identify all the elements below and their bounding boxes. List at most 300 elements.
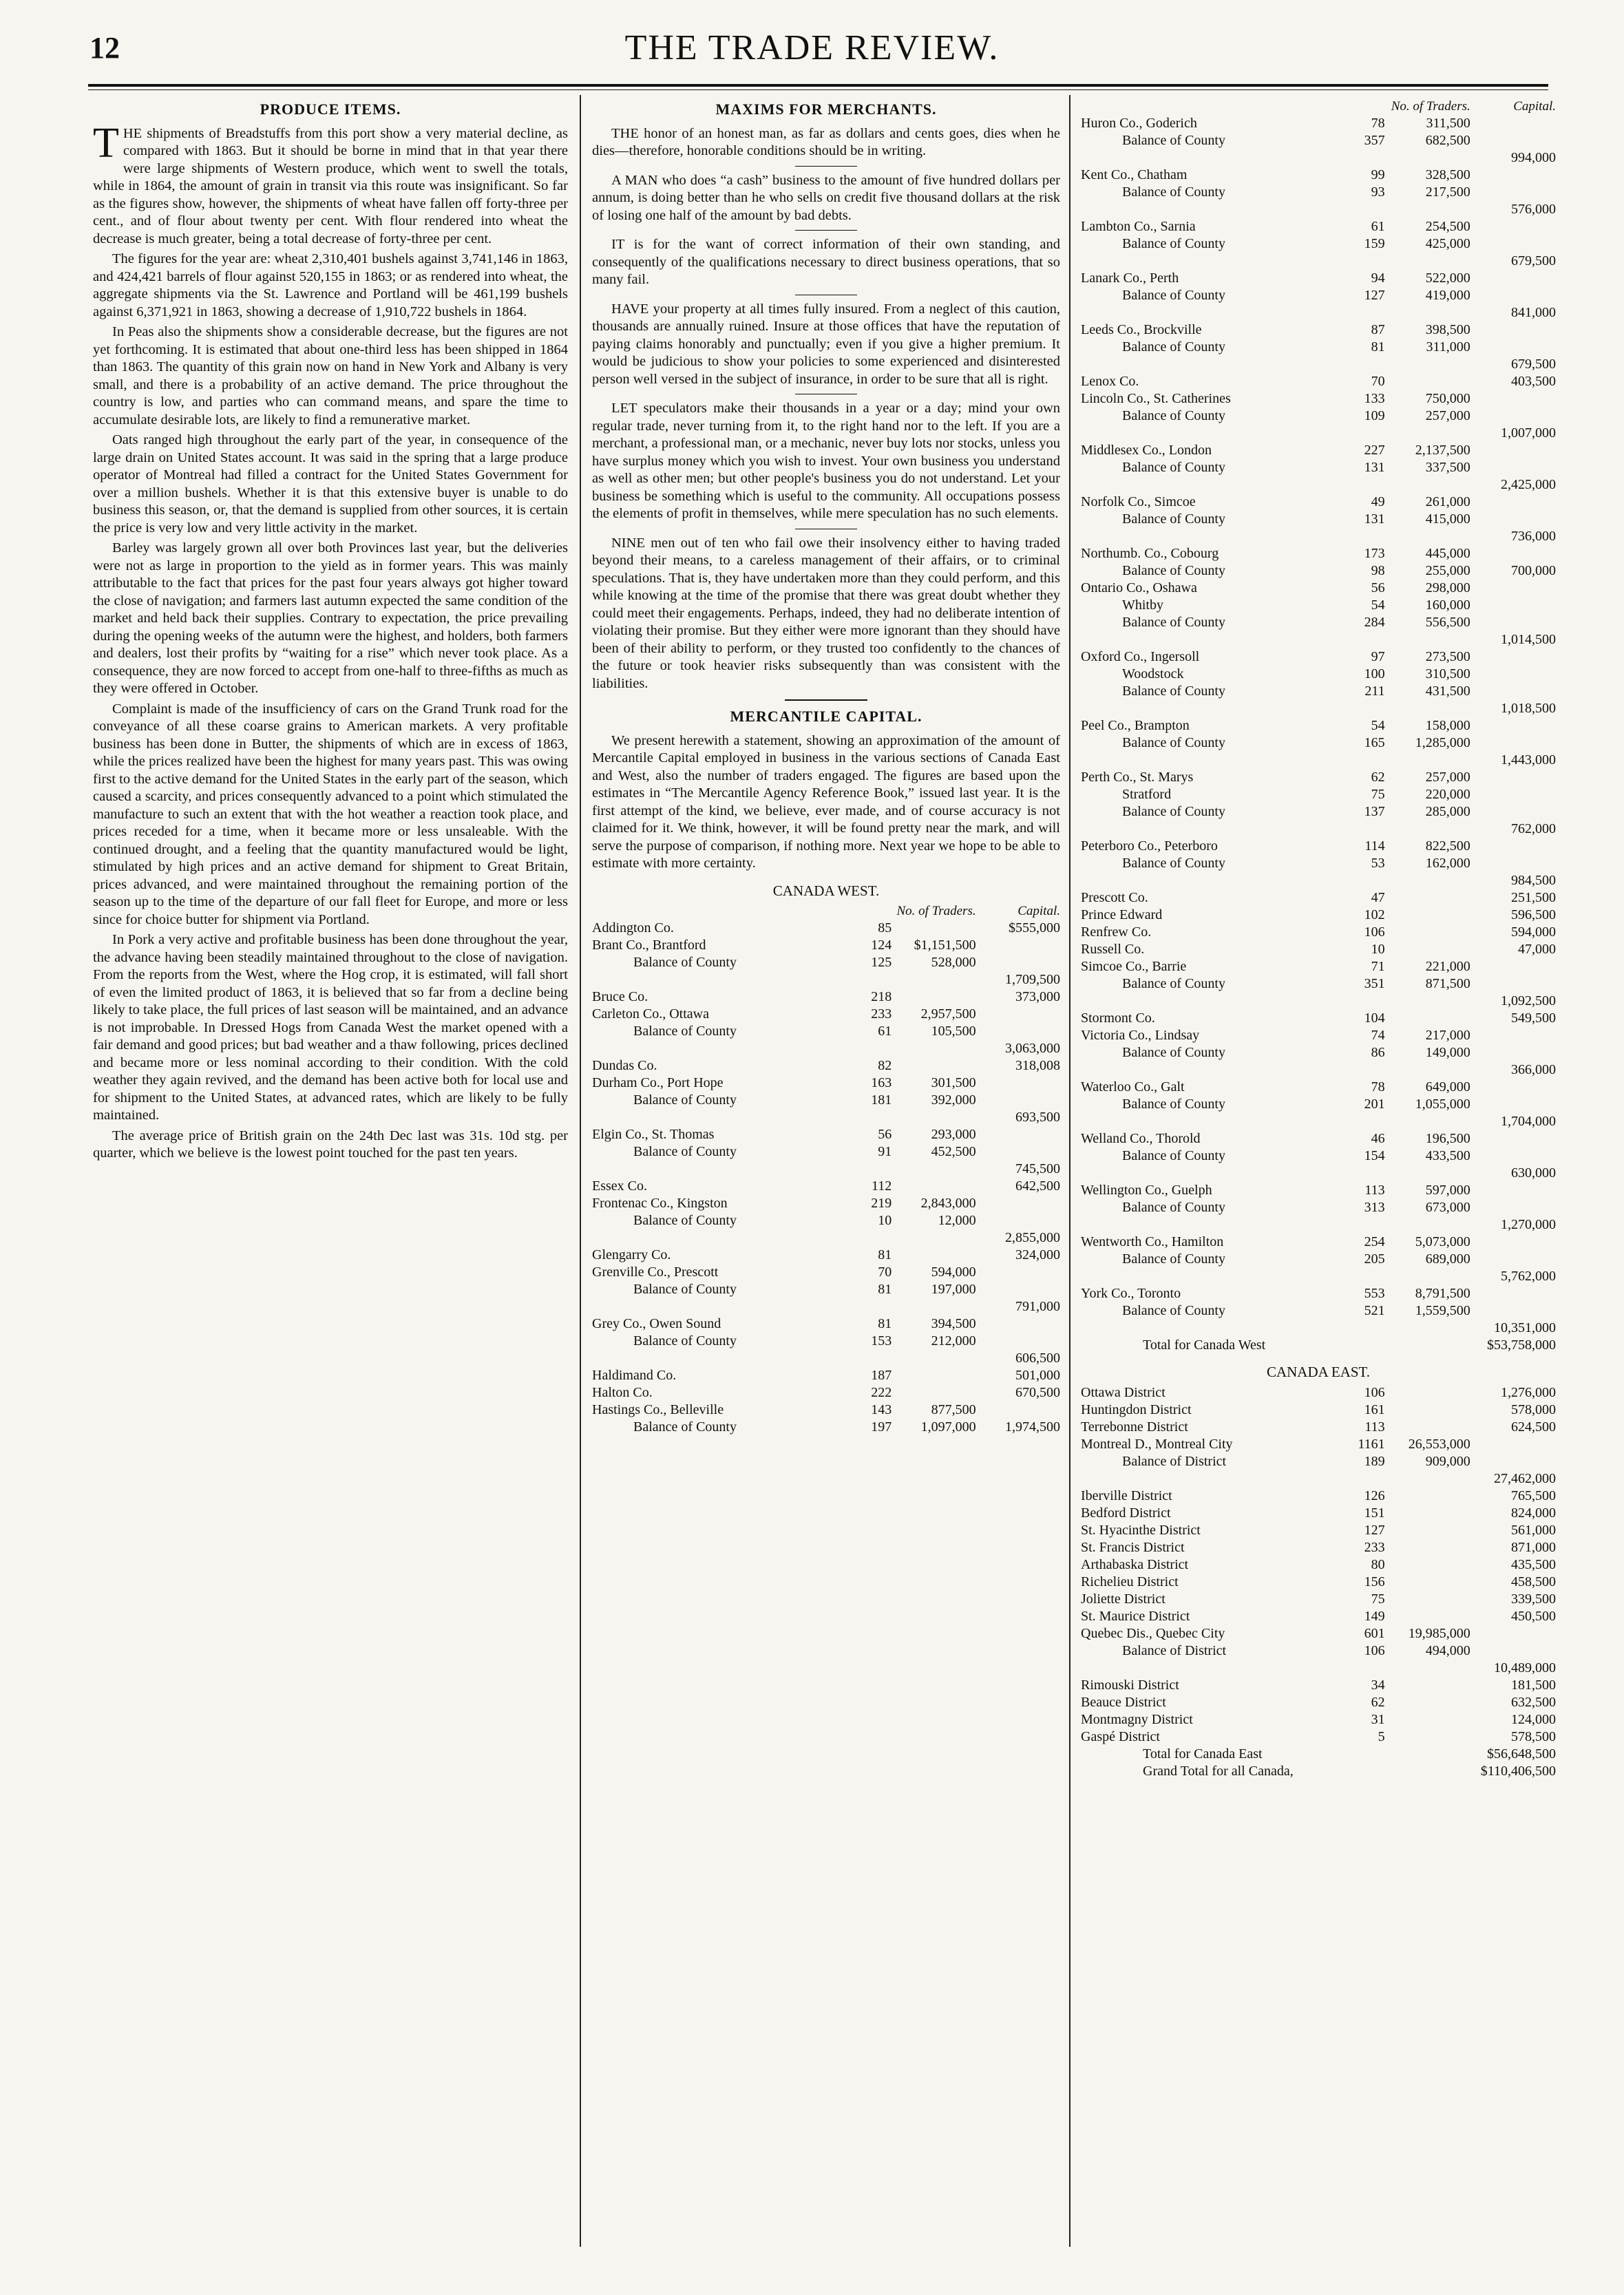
traders-count: 159 (1364, 236, 1385, 251)
traders-count: 54 (1371, 718, 1385, 733)
mercantile-heading: MERCANTILE CAPITAL. (730, 708, 922, 725)
district-name: Middlesex Co., London (1081, 443, 1212, 458)
table-row (1081, 270, 1556, 287)
district-name (1081, 1061, 1347, 1079)
capital-part: 212,000 (931, 1333, 976, 1349)
capital-part (1385, 356, 1470, 373)
traders-count: 197 (871, 1419, 892, 1435)
capital-total (1470, 218, 1556, 235)
table-row (592, 1350, 1060, 1367)
capital-total: 1,276,000 (1501, 1384, 1556, 1400)
district-name: Whitby (1122, 597, 1163, 613)
traders-count (1347, 356, 1384, 373)
capital-part: 415,000 (1425, 511, 1470, 527)
district-name: Balance of County (1122, 615, 1225, 630)
traders-count: 114 (1364, 838, 1385, 854)
traders-count: 91 (878, 1144, 892, 1159)
table-row (1081, 304, 1556, 321)
capital-total (1470, 838, 1556, 855)
district-name: Terrebonne District (1081, 1419, 1188, 1435)
district-name: Wentworth Co., Hamilton (1081, 1234, 1224, 1249)
produce-paragraph: In Peas also the shipments show a considerable decrease, but the figures are not yet forthcoming. It is estimated that about one-third less has been shipped in 1864 than 1863. The quantity of this grain now on hand in New York and Albany is very small, and there is a probability of an active demand. The price throughout the country is low, and parties who can command means, and spare the time to accumulate desirable lots, are likely to find a remunerative market. (93, 324, 568, 427)
capital-total (976, 1281, 1060, 1298)
district-name (1081, 1268, 1347, 1285)
table-row (1081, 941, 1556, 958)
table-row (1081, 1061, 1556, 1079)
traders-count: 34 (1371, 1677, 1385, 1693)
capital-total: 1,018,500 (1501, 701, 1556, 716)
capital-part: 2,137,500 (1415, 443, 1470, 458)
traders-count: 46 (1371, 1131, 1385, 1146)
table-row (1081, 1027, 1556, 1044)
capital-total: 596,500 (1511, 907, 1556, 922)
district-name: St. Maurice District (1081, 1608, 1190, 1624)
district-name: Balance of County (633, 1419, 737, 1435)
traders-count: 78 (1371, 116, 1385, 131)
total-value: $56,648,500 (1487, 1746, 1556, 1762)
district-name: Balance of County (633, 1333, 737, 1349)
capital-total (976, 1126, 1060, 1143)
table-row (1081, 425, 1556, 442)
district-name: Balance of County (1122, 1045, 1225, 1060)
table-row (1081, 1402, 1556, 1419)
traders-count: 153 (871, 1333, 892, 1349)
capital-total (1470, 683, 1556, 700)
maxims-column (592, 98, 1060, 2254)
traders-count (854, 1229, 892, 1247)
district-name: Carleton Co., Ottawa (592, 1006, 709, 1022)
table-row (592, 1212, 1060, 1229)
capital-part: 217,500 (1425, 184, 1470, 200)
district-name: Balance of County (1122, 288, 1225, 303)
grand-total-label: Grand Total for all Canada, (1143, 1763, 1294, 1779)
district-name: St. Hyacinthe District (1081, 1522, 1201, 1538)
traders-count (854, 1350, 892, 1367)
table-row (1081, 1591, 1556, 1608)
capital-total (1470, 1027, 1556, 1044)
canada-east-title: CANADA EAST. (1266, 1364, 1371, 1380)
traders-count: 163 (871, 1075, 892, 1090)
capital-part (892, 1229, 976, 1247)
district-name (1081, 476, 1347, 494)
capital-part (892, 988, 976, 1006)
page-number: 12 (89, 31, 120, 65)
capital-part: 311,500 (1426, 116, 1470, 131)
traders-count (1347, 425, 1384, 442)
table-row (1081, 511, 1556, 528)
table-row (1081, 1556, 1556, 1574)
capital-total (1470, 494, 1556, 511)
district-name: Richelieu District (1081, 1574, 1179, 1589)
capital-total (976, 1212, 1060, 1229)
table-row (592, 1384, 1060, 1402)
capital-part (1385, 1010, 1470, 1027)
district-name: Balance of County (633, 1144, 737, 1159)
district-name: Balance of County (1122, 408, 1225, 423)
table-row (1081, 1505, 1556, 1522)
capital-total: 630,000 (1511, 1165, 1556, 1181)
table-row (592, 1315, 1060, 1333)
capital-part (892, 1161, 976, 1178)
capital-total (1470, 1642, 1556, 1660)
capital-part: 877,500 (931, 1402, 976, 1417)
table-row (1081, 321, 1556, 339)
table-row (592, 920, 1060, 937)
capital-part (892, 1040, 976, 1057)
district-name: Kent Co., Chatham (1081, 167, 1188, 182)
capital-total: 10,489,000 (1494, 1660, 1556, 1675)
separator (795, 230, 857, 231)
table-row (1081, 1453, 1556, 1470)
traders-count (1347, 1061, 1384, 1079)
district-name (592, 1109, 854, 1126)
section-rule (785, 699, 867, 701)
capital-part: 2,957,500 (920, 1006, 976, 1022)
district-name (1081, 356, 1347, 373)
column-divider (1069, 95, 1071, 2247)
capital-part (1385, 1660, 1470, 1677)
table-row (1081, 184, 1556, 201)
capital-total (1470, 321, 1556, 339)
capital-part (1385, 1268, 1470, 1285)
table-header (1081, 98, 1556, 115)
capital-total: 1,092,500 (1501, 993, 1556, 1008)
total-label: Total for Canada East (1143, 1746, 1263, 1762)
traders-count (854, 1298, 892, 1315)
traders-count: 70 (878, 1265, 892, 1280)
traders-count: 521 (1364, 1303, 1385, 1318)
table-row (1081, 769, 1556, 786)
traders-count: 81 (878, 1282, 892, 1297)
district-name (592, 971, 854, 988)
traders-count: 87 (1371, 322, 1385, 337)
capital-total (1470, 648, 1556, 666)
traders-count: 109 (1364, 408, 1385, 423)
traders-count: 93 (1371, 184, 1385, 200)
traders-count: 94 (1371, 271, 1385, 286)
table-header (592, 902, 1060, 920)
capital-header: Capital. (1513, 99, 1556, 114)
traders-count: 97 (1371, 649, 1385, 664)
district-name: Leeds Co., Brockville (1081, 322, 1202, 337)
masthead-rule (88, 84, 1548, 87)
capital-part: 298,000 (1425, 580, 1470, 595)
capital-total (1470, 614, 1556, 631)
traders-count: 233 (871, 1006, 892, 1022)
capital-part: 221,000 (1425, 959, 1470, 974)
table-row (1081, 752, 1556, 769)
capital-part (1385, 476, 1470, 494)
canada-west-table-part2 (1081, 98, 1556, 1354)
capital-part (1385, 1216, 1470, 1234)
table-row (1081, 1436, 1556, 1453)
table-row (1081, 1608, 1556, 1625)
table-row (1081, 1234, 1556, 1251)
district-name: Quebec Dis., Quebec City (1081, 1625, 1225, 1641)
district-name: Lincoln Co., St. Catherines (1081, 391, 1231, 406)
district-name: Lambton Co., Sarnia (1081, 219, 1196, 234)
district-name: Victoria Co., Lindsay (1081, 1028, 1200, 1043)
capital-part (1385, 941, 1470, 958)
produce-paragraph: The figures for the year are: wheat 2,310,401 bushels against 3,741,146 in 1863, and 424,421 barrels of flour against 520,155 in 1863; or as rendered into wheat, the aggregate shipments via the St. Lawrence and Portland will be 461,199 bushels against 6,371,921 in 1863, showing a decrease of 1,910,722 bushels in 1864. (93, 251, 568, 319)
district-name (1081, 872, 1347, 889)
district-name: Balance of County (1122, 1251, 1225, 1267)
traders-count: 31 (1371, 1711, 1385, 1727)
capital-part (892, 1298, 976, 1315)
district-name: Balance of County (1122, 460, 1225, 475)
capital-part: 257,000 (1425, 770, 1470, 785)
capital-total: 1,974,500 (1005, 1419, 1060, 1435)
capital-total (976, 1006, 1060, 1023)
table-row (1081, 1182, 1556, 1199)
table-row (1081, 1522, 1556, 1539)
capital-total (976, 1143, 1060, 1161)
traders-count: 1161 (1358, 1436, 1385, 1452)
capital-total (976, 937, 1060, 954)
table-row (1081, 218, 1556, 235)
capital-part (892, 1178, 976, 1195)
traders-count: 82 (878, 1058, 892, 1073)
district-name (1081, 201, 1347, 218)
table-row (592, 1023, 1060, 1040)
table-row (592, 1057, 1060, 1075)
capital-part (1385, 821, 1470, 838)
traders-count: 173 (1364, 546, 1385, 561)
district-name (1081, 631, 1347, 648)
traders-count: 133 (1364, 391, 1385, 406)
district-name: Durham Co., Port Hope (592, 1075, 724, 1090)
masthead-rule-thin (88, 89, 1548, 90)
produce-paragraph: Oats ranged high throughout the early part of the year, in consequence of the large drain on United States account. It was said in the spring that a large produce operator of Montreal had filled a contract for the United States Government for over a million bushels. Whether it is that this extensive buyer is unable to do business this season, or, that the demand is supplied from other sources, it is certain the price is very low and very little activity in the market. (93, 432, 568, 536)
traders-count (854, 1109, 892, 1126)
table-row (592, 954, 1060, 971)
capital-total: 762,000 (1511, 821, 1556, 836)
table-row (1081, 631, 1556, 648)
capital-total (1470, 1453, 1556, 1470)
capital-total: 1,709,500 (1005, 972, 1060, 987)
traders-count: 357 (1364, 133, 1385, 148)
capital-part: 311,000 (1426, 339, 1470, 355)
capital-total: 984,500 (1511, 873, 1556, 888)
traders-count: 127 (1364, 1522, 1385, 1538)
capital-part: 750,000 (1425, 391, 1470, 406)
traders-count: 181 (871, 1092, 892, 1108)
table-row (592, 1075, 1060, 1092)
capital-total (1470, 235, 1556, 253)
table-row (592, 1281, 1060, 1298)
table-row (592, 1126, 1060, 1143)
capital-total: 670,500 (1015, 1385, 1060, 1400)
district-name: Ontario Co., Oshawa (1081, 580, 1197, 595)
capital-part (1385, 993, 1470, 1010)
capital-total (976, 954, 1060, 971)
traders-count: 106 (1364, 1384, 1385, 1400)
capital-part (1385, 528, 1470, 545)
capital-total (1470, 1182, 1556, 1199)
table-row (1081, 1130, 1556, 1148)
capital-part: 445,000 (1425, 546, 1470, 561)
table-row (1081, 666, 1556, 683)
district-name (1081, 821, 1347, 838)
district-name: Halton Co. (592, 1385, 653, 1400)
capital-part (1385, 1677, 1470, 1694)
capital-part: 328,500 (1425, 167, 1470, 182)
capital-total (1470, 1130, 1556, 1148)
capital-total (1470, 184, 1556, 201)
capital-total: 606,500 (1015, 1351, 1060, 1366)
column-divider (580, 95, 581, 2247)
district-name (592, 1161, 854, 1178)
capital-part: 594,000 (931, 1265, 976, 1280)
traders-count: 81 (878, 1247, 892, 1262)
traders-count (1347, 752, 1384, 769)
capital-part: 2,843,000 (920, 1196, 976, 1211)
traders-count (1347, 201, 1384, 218)
capital-total: 5,762,000 (1501, 1269, 1556, 1284)
capital-total (1470, 459, 1556, 476)
table-row (1081, 459, 1556, 476)
table-row (1081, 132, 1556, 149)
table-row (1081, 1488, 1556, 1505)
district-name: Hastings Co., Belleville (592, 1402, 724, 1417)
capital-total: 1,443,000 (1501, 752, 1556, 768)
capital-total (1470, 545, 1556, 562)
capital-part (892, 1057, 976, 1075)
capital-part (1385, 253, 1470, 270)
district-name: Iberville District (1081, 1488, 1172, 1503)
district-name: Balance of County (1122, 684, 1225, 699)
drop-cap: T (93, 119, 119, 167)
district-name: Norfolk Co., Simcoe (1081, 494, 1196, 509)
district-name: Joliette District (1081, 1591, 1166, 1607)
capital-part: 689,000 (1425, 1251, 1470, 1267)
district-name: Russell Co. (1081, 942, 1145, 957)
table-row (592, 1367, 1060, 1384)
district-name (592, 1229, 854, 1247)
district-name (1081, 1660, 1347, 1677)
capital-total: 3,063,000 (1005, 1041, 1060, 1056)
capital-part (1385, 304, 1470, 321)
capital-total: 366,000 (1511, 1062, 1556, 1077)
capital-total: 435,500 (1511, 1556, 1556, 1572)
traders-count: 61 (1371, 219, 1385, 234)
traders-count: 351 (1364, 976, 1385, 991)
traders-count: 131 (1364, 511, 1385, 527)
capital-part: 682,500 (1425, 133, 1470, 148)
capital-total (1470, 132, 1556, 149)
district-name: St. Francis District (1081, 1539, 1185, 1555)
table-row (1081, 1728, 1556, 1746)
table-row (1081, 494, 1556, 511)
district-name (1081, 425, 1347, 442)
traders-count: 154 (1364, 1148, 1385, 1163)
traders-count (1347, 476, 1384, 494)
table-row (1081, 924, 1556, 941)
produce-paragraph: The average price of British grain on the 24th Dec last was 31s. 10d stg. per quarter, which we believe is the lowest point touched for the past ten years. (93, 1128, 568, 1161)
district-name: Ottawa District (1081, 1384, 1166, 1400)
district-name: Balance of County (1122, 236, 1225, 251)
maxim-paragraph: NINE men out of ten who fail owe their insolvency either to having traded beyond their means, to a careless management of their affairs, or to criminal speculations. That is, they have undertaken more than they could perform, and this while knowing at the time of the promise that there was great doubt whether they could meet their engagements. Perhaps, indeed, they had no deliberate intention of violating their promise. But they either were more ignorant than they should have been of their ability to perform, or they trusted too confidently to the chances of the future or took heavier risks subsequently than was consistent with the liabilities. (592, 535, 1060, 691)
traders-count: 113 (1364, 1419, 1385, 1435)
capital-total: 624,500 (1511, 1419, 1556, 1435)
capital-part: 162,000 (1425, 856, 1470, 871)
traders-count: 161 (1364, 1402, 1385, 1417)
table-row (1081, 1285, 1556, 1302)
capital-part (1385, 924, 1470, 941)
district-name: Balance of County (633, 1092, 737, 1108)
traders-count: 106 (1364, 924, 1385, 940)
capital-part: 871,500 (1425, 976, 1470, 991)
table-row (1081, 442, 1556, 459)
capital-total (1470, 390, 1556, 408)
district-name: Balance of District (1122, 1453, 1227, 1469)
traders-count: 222 (871, 1385, 892, 1400)
traders-count: 71 (1371, 959, 1385, 974)
district-name: Oxford Co., Ingersoll (1081, 649, 1200, 664)
table-row (592, 1419, 1060, 1436)
capital-part (1385, 201, 1470, 218)
traders-count: 151 (1364, 1505, 1385, 1521)
table-row (592, 1264, 1060, 1281)
district-name: Brant Co., Brantford (592, 938, 706, 953)
capital-part: 261,000 (1425, 494, 1470, 509)
traders-count: 113 (1364, 1183, 1385, 1198)
maxim-paragraph: THE honor of an honest man, as far as dollars and cents goes, dies when he dies—therefore, honorable conditions should be in writing. (592, 125, 1060, 158)
traders-count: 53 (1371, 856, 1385, 871)
district-name (1081, 304, 1347, 321)
capital-part: 1,097,000 (920, 1419, 976, 1435)
capital-total (976, 1264, 1060, 1281)
traders-count: 124 (871, 938, 892, 953)
capital-part (1385, 1574, 1470, 1591)
district-name: Lanark Co., Perth (1081, 271, 1179, 286)
capital-part (892, 1367, 976, 1384)
capital-total (1470, 666, 1556, 683)
traders-count (1347, 1216, 1384, 1234)
traders-count (1347, 149, 1384, 167)
district-name: Balance of County (1122, 1097, 1225, 1112)
capital-total (1470, 580, 1556, 597)
capital-total: 47,000 (1518, 942, 1556, 957)
capital-total: 824,000 (1511, 1505, 1556, 1521)
traders-count: 10 (878, 1213, 892, 1228)
traders-count (1347, 528, 1384, 545)
capital-total (1470, 1199, 1556, 1216)
capital-part: 254,500 (1425, 219, 1470, 234)
district-name: Balance of District (1122, 1642, 1227, 1658)
traders-count (854, 1161, 892, 1178)
traders-count: 189 (1364, 1453, 1385, 1469)
traders-count (1347, 872, 1384, 889)
district-name (592, 1298, 854, 1315)
capital-part (1385, 752, 1470, 769)
capital-part: 597,000 (1425, 1183, 1470, 1198)
capital-part: 522,000 (1425, 271, 1470, 286)
table-row (1081, 717, 1556, 734)
district-name: Balance of County (1122, 1303, 1225, 1318)
capital-total (1470, 442, 1556, 459)
maxim-paragraph: IT is for the want of correct information of their own standing, and consequently of the qualifications necessary to direct business operations, that so many fail. (592, 237, 1060, 287)
traders-count: 131 (1364, 460, 1385, 475)
capital-part: 433,500 (1425, 1148, 1470, 1163)
capital-total (1470, 1044, 1556, 1061)
district-name: Prescott Co. (1081, 890, 1148, 905)
table-row (592, 1333, 1060, 1350)
capital-total: 632,500 (1511, 1694, 1556, 1710)
capital-part (1385, 1608, 1470, 1625)
table-row (1081, 855, 1556, 872)
district-name: York Co., Toronto (1081, 1286, 1181, 1301)
